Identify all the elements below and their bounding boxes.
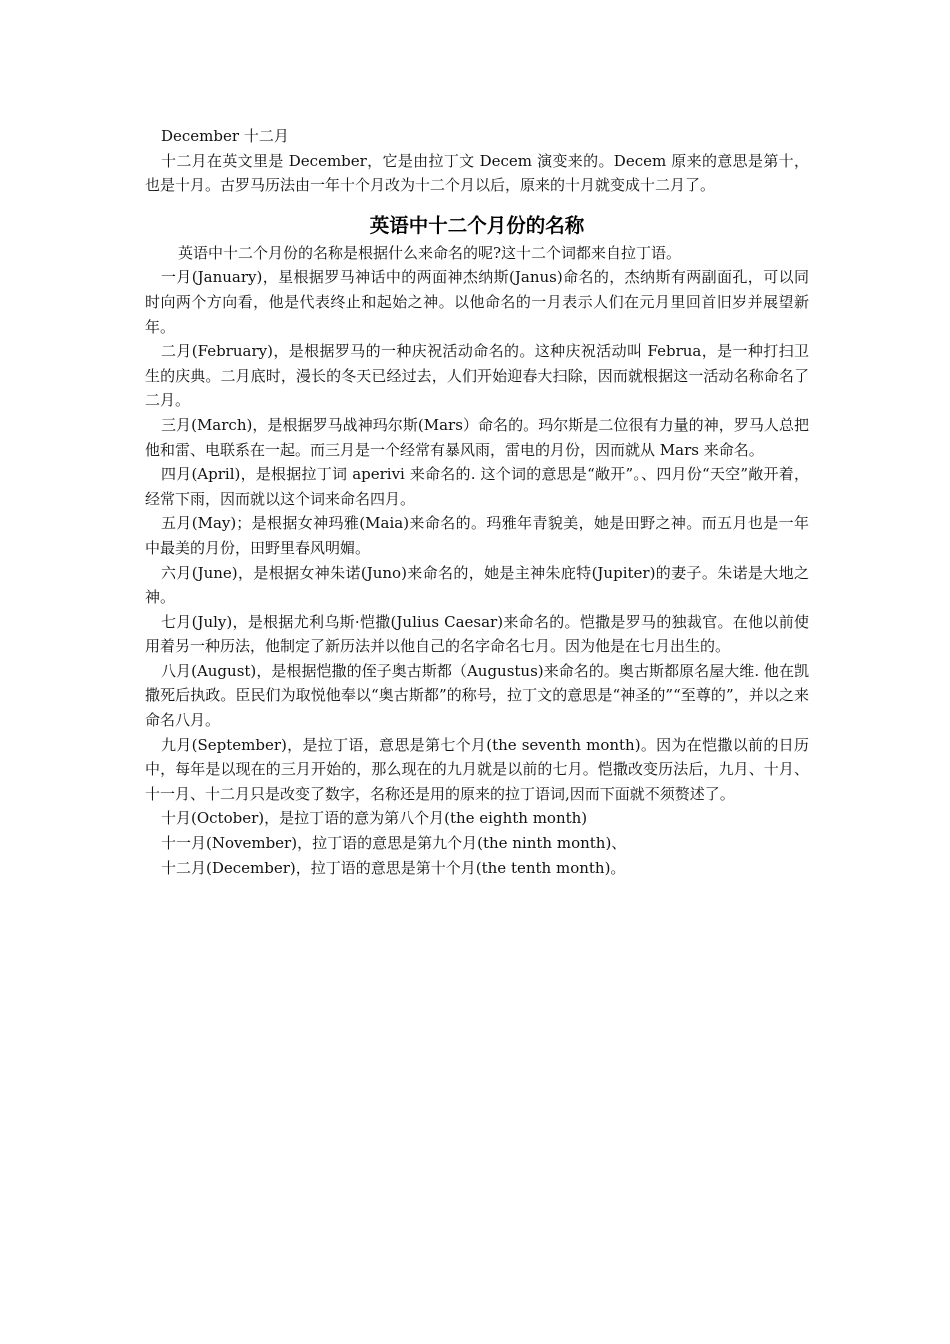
month-paragraph-august: 八月(August)，是根据恺撒的侄子奥古斯都（Augustus)来命名的。奥古斯都原名屋大维. 他在凯撒死后执政。臣民们为取悦他奉以“奥古斯都”的称号，拉丁文的意思是“神圣的”“至尊的”，并以之来命名八月。: [145, 661, 809, 730]
month-paragraph-april: 四月(April)，是根据拉丁词 aperivi 来命名的. 这个词的意思是“敞开”。、四月份“天空”敞开着，经常下雨，因而就以这个词来命名四月。: [145, 465, 809, 508]
intro-heading-line: December 十二月: [161, 127, 289, 145]
month-paragraph-july: 七月(July)，是根据尤利乌斯·恺撒(Julius Caesar)来命名的。恺撒是罗马的独裁官。在他以前使用着另一种历法，他制定了新历法并以他自己的名字命名七月。因为他是在七月出生的。: [145, 612, 809, 656]
month-paragraph-june: 六月(June)，是根据女神朱诺(Juno)来命名的，她是主神朱庇特(Jupiter)的妻子。朱诺是大地之神。: [145, 563, 809, 607]
month-paragraph-may: 五月(May)；是根据女神玛雅(Maia)来命名的。玛雅年青貌美，她是田野之神。而五月也是一年中最美的月份，田野里春风明媚。: [145, 514, 809, 557]
month-paragraph-march: 三月(March)，是根据罗马战神玛尔斯(Mars）命名的。玛尔斯是二位很有力量的神，罗马人总把他和雷、电联系在一起。而三月是一个经常有暴风雨，雷电的月份，因而就从 Mars 来命名。: [145, 415, 809, 459]
article-lead: 英语中十二个月份的名称是根据什么来命名的呢?这十二个词都来自拉丁语。: [178, 243, 682, 262]
month-paragraph-september: 九月(September)，是拉丁语，意思是第七个月(the seventh month)。因为在恺撒以前的日历中，每年是以现在的三月开始的，那么现在的九月就是以前的七月。恺撒改变历法后，九月、十月、十一月、十二月只是改变了数字，名称还是用的原来的拉丁语词,因而下面就不须赘述了。: [145, 735, 809, 803]
month-paragraph-october: 十月(October)，是拉丁语的意为第八个月(the eighth month): [161, 809, 588, 828]
month-paragraph-january: 一月(January)，星根据罗马神话中的两面神杰纳斯(Janus)命名的，杰纳斯有两副面孔，可以同时向两个方向看，他是代表终止和起始之神。以他命名的一月表示人们在元月里回首旧岁并展望新年。: [145, 268, 809, 336]
month-paragraph-november: 十一月(November)，拉丁语的意思是第九个月(the ninth month)、: [161, 834, 627, 853]
article-title: 英语中十二个月份的名称: [369, 213, 585, 237]
intro-paragraph: 十二月在英文里是 December，它是由拉丁文 Decem 演变来的。Decem 原来的意思是第十，也是十月。古罗马历法由一年十个月改为十二个月以后，原来的十月就变成十二月了。: [145, 151, 809, 195]
month-paragraph-february: 二月(February)，是根据罗马的一种庆祝活动命名的。这种庆祝活动叫 Februa，是一种打扫卫生的庆典。二月底时，漫长的冬天已经过去，人们开始迎春大扫除，因而就根据这一活动名称命名了二月。: [145, 342, 809, 410]
month-paragraph-december: 十二月(December)，拉丁语的意思是第十个月(the tenth month)。: [161, 858, 626, 877]
document-page: [145, 124, 809, 880]
